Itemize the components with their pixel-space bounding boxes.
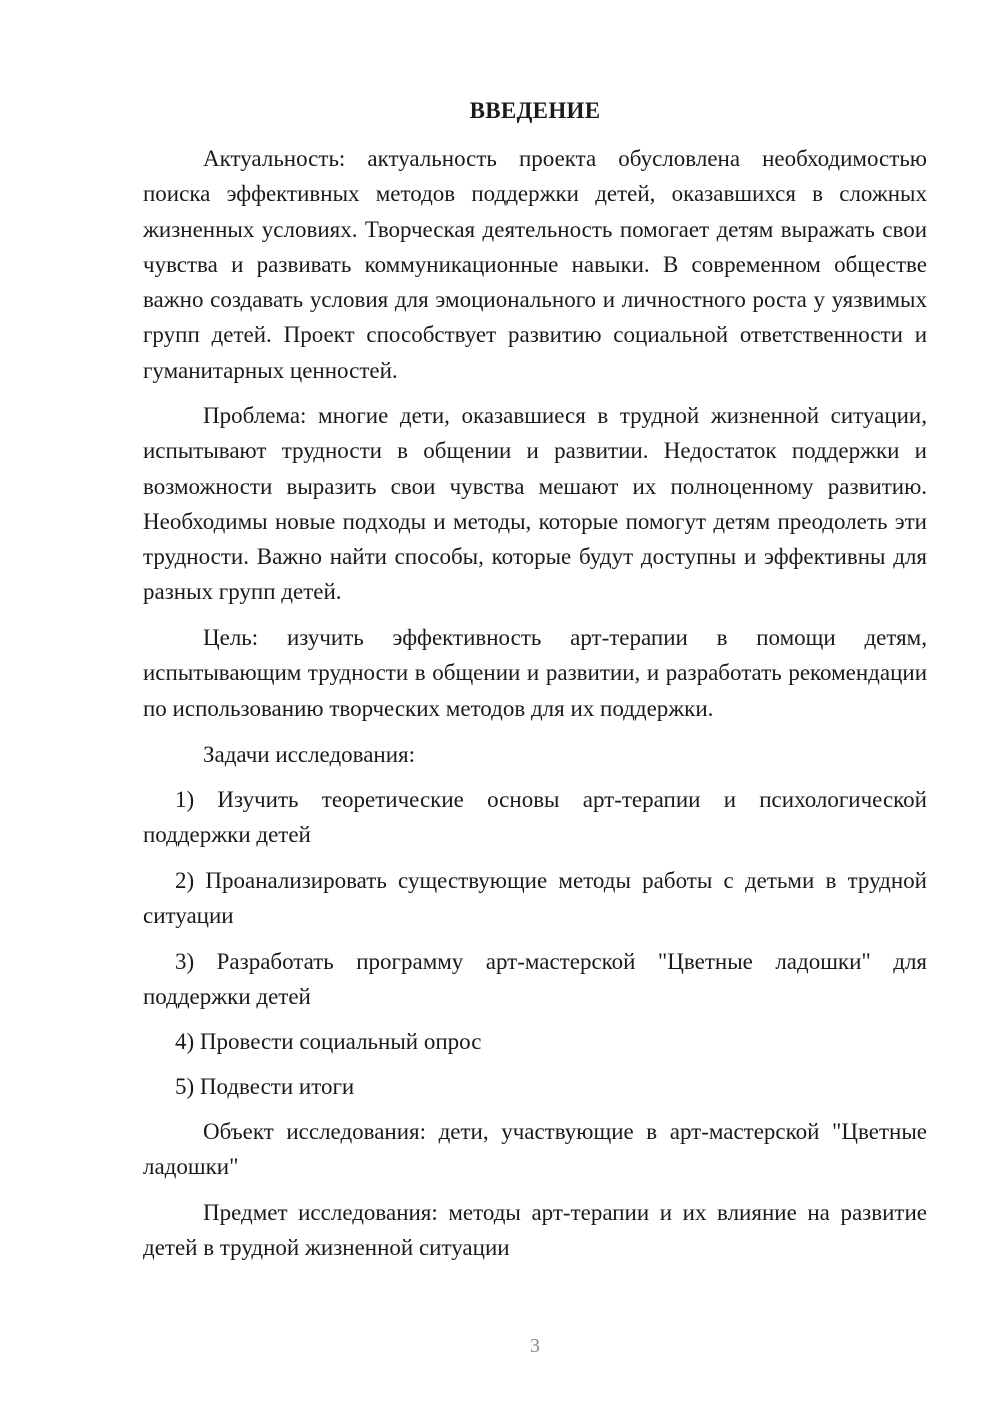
document-page — [143, 0, 927, 1414]
page-number: 3 — [530, 1335, 540, 1357]
task-item-4: 4) Провести социальный опрос — [175, 1029, 482, 1054]
object-paragraph: Объект исследования: дети, участвующие в арт-мастерской "Цветные ладошки" — [143, 1119, 927, 1180]
task-item-5: 5) Подвести итоги — [175, 1074, 355, 1099]
goal-paragraph: Цель: изучить эффективность арт-терапии в помощи детям, испытывающим трудности в общении и развитии, и разработать рекомендации по использованию творческих методов для их поддержки. — [143, 625, 927, 721]
task-item-3: 3) Разработать программу арт-мастерской "Цветные ладошки" для поддержки детей — [143, 949, 927, 1010]
task-item-1: 1) Изучить теоретические основы арт-терапии и психологической поддержки детей — [143, 787, 927, 848]
problem-paragraph: Проблема: многие дети, оказавшиеся в трудной жизненной ситуации, испытывают трудности в общении и развитии. Недостаток поддержки и возможности выразить свои чувства мешают их полноценному развитию. Необходимы новые подходы и методы, которые помогут детям преодолеть эти трудности. Важно найти способы, которые будут доступны и эффективны для разных групп детей. — [143, 403, 927, 605]
tasks-title: Задачи исследования: — [203, 742, 416, 767]
task-item-2: 2) Проанализировать существующие методы работы с детьми в трудной ситуации — [143, 868, 927, 929]
subject-paragraph: Предмет исследования: методы арт-терапии и их влияние на развитие детей в трудной жизненной ситуации — [143, 1200, 927, 1261]
relevance-paragraph: Актуальность: актуальность проекта обусловлена необходимостью поиска эффективных методов поддержки детей, оказавшихся в сложных жизненных условиях. Творческая деятельность помогает детям выражать свои чувства и развивать коммуникационные навыки. В современном обществе важно создавать условия для эмоционального и личностного роста у уязвимых групп детей. Проект способствует развитию социальной ответственности и гуманитарных ценностей. — [143, 146, 927, 383]
section-heading: ВВЕДЕНИЕ — [469, 98, 601, 123]
